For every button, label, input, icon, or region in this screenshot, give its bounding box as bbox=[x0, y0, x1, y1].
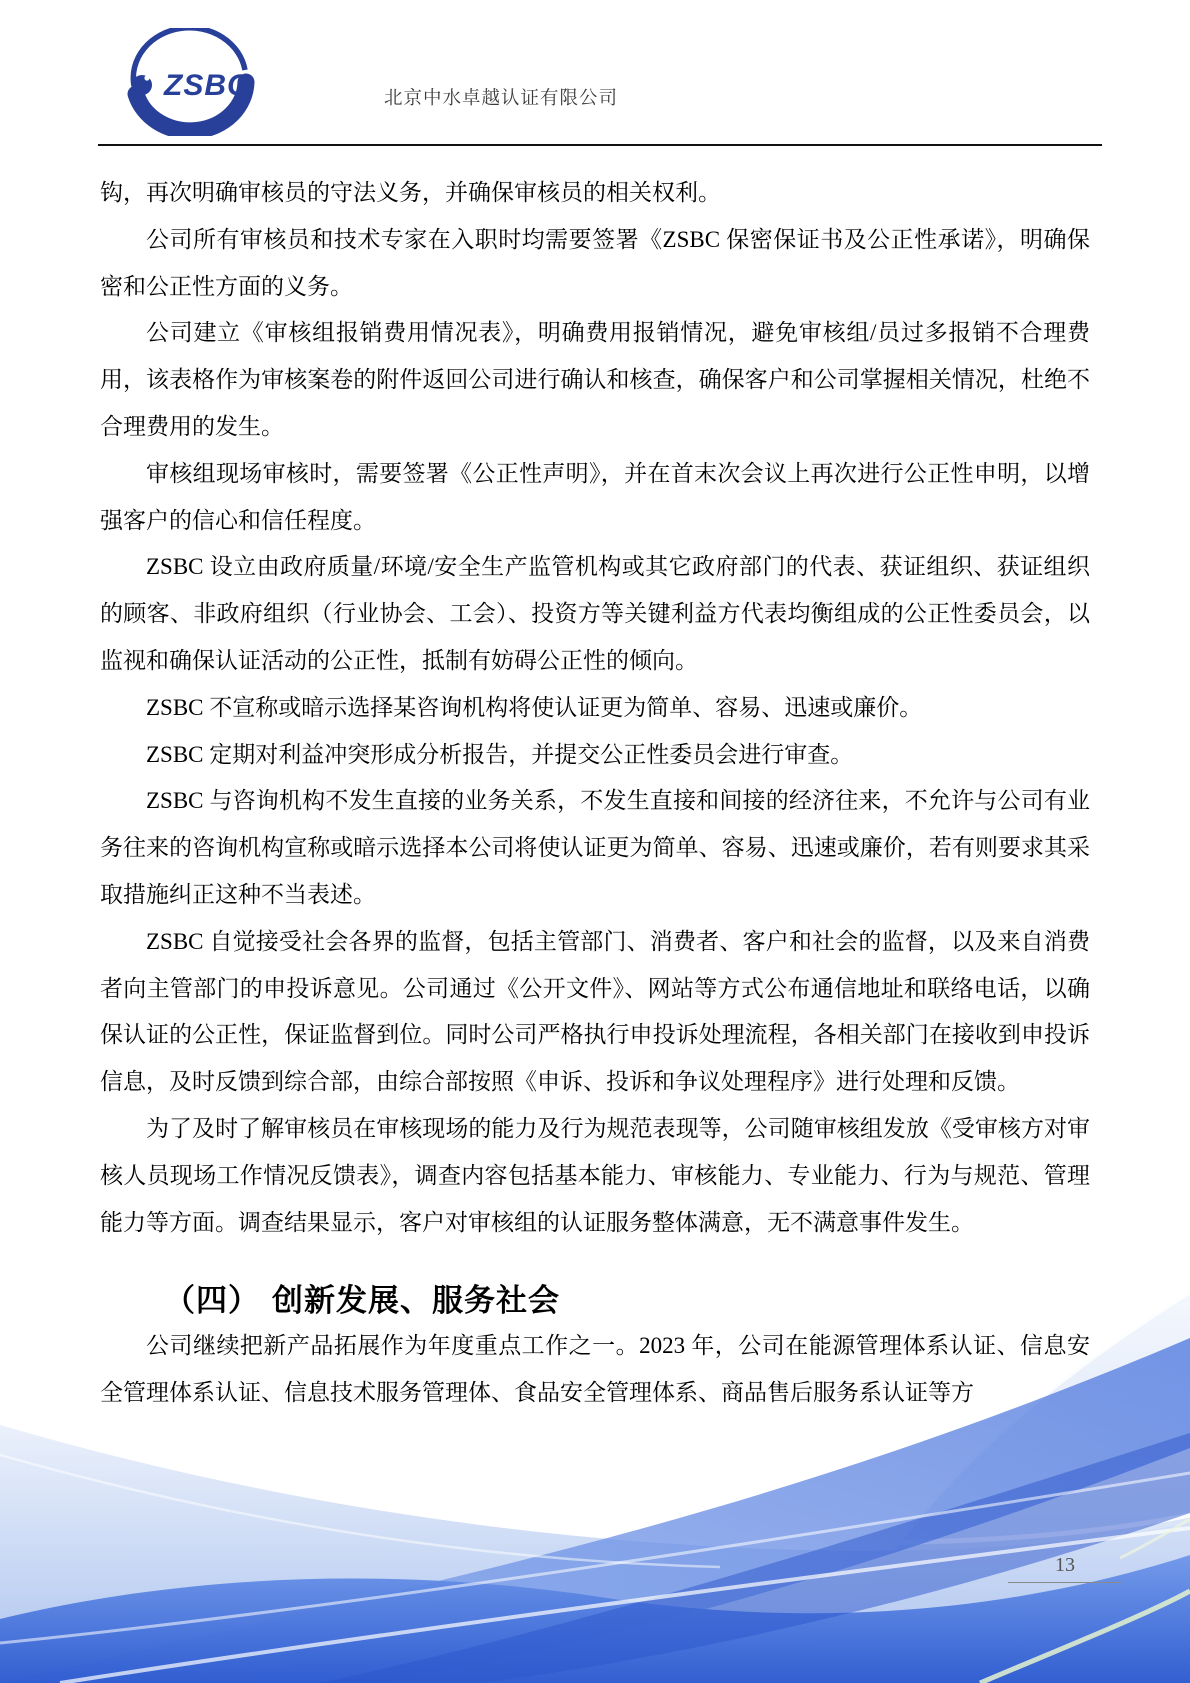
page-number: 13 bbox=[1008, 1554, 1122, 1583]
paragraph-5: ZSBC 设立由政府质量/环境/安全生产监管机构或其它政府部门的代表、获证组织、获证组织的顾客、非政府组织（行业协会、工会）、投资方等关键利益方代表均衡组成的公正性委员会，以监视和确保认证活动的公正性，抵制有妨碍公正性的倾向。 bbox=[100, 554, 1090, 673]
paragraph-9: ZSBC 自觉接受社会各界的监督，包括主管部门、消费者、客户和社会的监督，以及来自消费者向主管部门的申投诉意见。公司通过《公开文件》、网站等方式公布通信地址和联络电话，以确保认证的公正性，保证监督到位。同时公司严格执行申投诉处理流程，各相关部门在接收到申投诉信息，及时反馈到综合部，由综合部按照《申诉、投诉和争议处理程序》进行处理和反馈。 bbox=[100, 928, 1090, 1095]
paragraph-continuation: 钩，再次明确审核员的守法义务，并确保审核员的相关权利。 bbox=[100, 180, 721, 205]
company-logo bbox=[112, 28, 262, 141]
paragraph-4: 审核组现场审核时，需要签署《公正性声明》，并在首末次会议上再次进行公正性申明，以增强客户的信心和信任程度。 bbox=[100, 460, 1090, 533]
section-title: 创新发展、服务社会 bbox=[272, 1283, 560, 1319]
paragraph-10: 为了及时了解审核员在审核现场的能力及行为规范表现等，公司随审核组发放《受审核方对审核人员现场工作情况反馈表》，调查内容包括基本能力、审核能力、专业能力、行为与规范、管理能力等方面。调查结果显示，客户对审核组的认证服务整体满意，无不满意事件发生。 bbox=[100, 1115, 1090, 1235]
section-heading bbox=[164, 1279, 1090, 1323]
paragraph-8: ZSBC 与咨询机构不发生直接的业务关系，不发生直接和间接的经济往来，不允许与公司有业务往来的咨询机构宣称或暗示选择本公司将使认证更为简单、容易、迅速或廉价，若有则要求其采取措施纠正这种不当表述。 bbox=[100, 788, 1090, 907]
paragraph-11: 公司继续把新产品拓展作为年度重点工作之一。2023 年，公司在能源管理体系认证、信息安全管理体系认证、信息技术服务管理体、食品安全管理体系、商品售后服务系认证等方 bbox=[100, 1333, 1090, 1406]
company-name: 北京中水卓越认证有限公司 bbox=[384, 87, 619, 108]
zsbc-logo-icon bbox=[112, 28, 262, 136]
paragraph-7: ZSBC 定期对利益冲突形成分析报告，并提交公正性委员会进行审查。 bbox=[146, 741, 854, 767]
paragraph-6: ZSBC 不宣称或暗示选择某咨询机构将使认证更为简单、容易、迅速或廉价。 bbox=[146, 694, 923, 720]
paragraph-3: 公司建立《审核组报销费用情况表》，明确费用报销情况，避免审核组/员过多报销不合理费用，该表格作为审核案卷的附件返回公司进行确认和核查，确保客户和公司掌握相关情况，杜绝不合理费用的发生。 bbox=[100, 320, 1090, 439]
document-body bbox=[100, 170, 1090, 1417]
header-divider bbox=[98, 144, 1102, 146]
section-number: （四） bbox=[164, 1283, 260, 1319]
paragraph-2: 公司所有审核员和技术专家在入职时均需要签署《ZSBC 保密保证书及公正性承诺》，明确保密和公正性方面的义务。 bbox=[100, 226, 1090, 299]
logo-wordmark: ZSBC bbox=[164, 69, 250, 102]
